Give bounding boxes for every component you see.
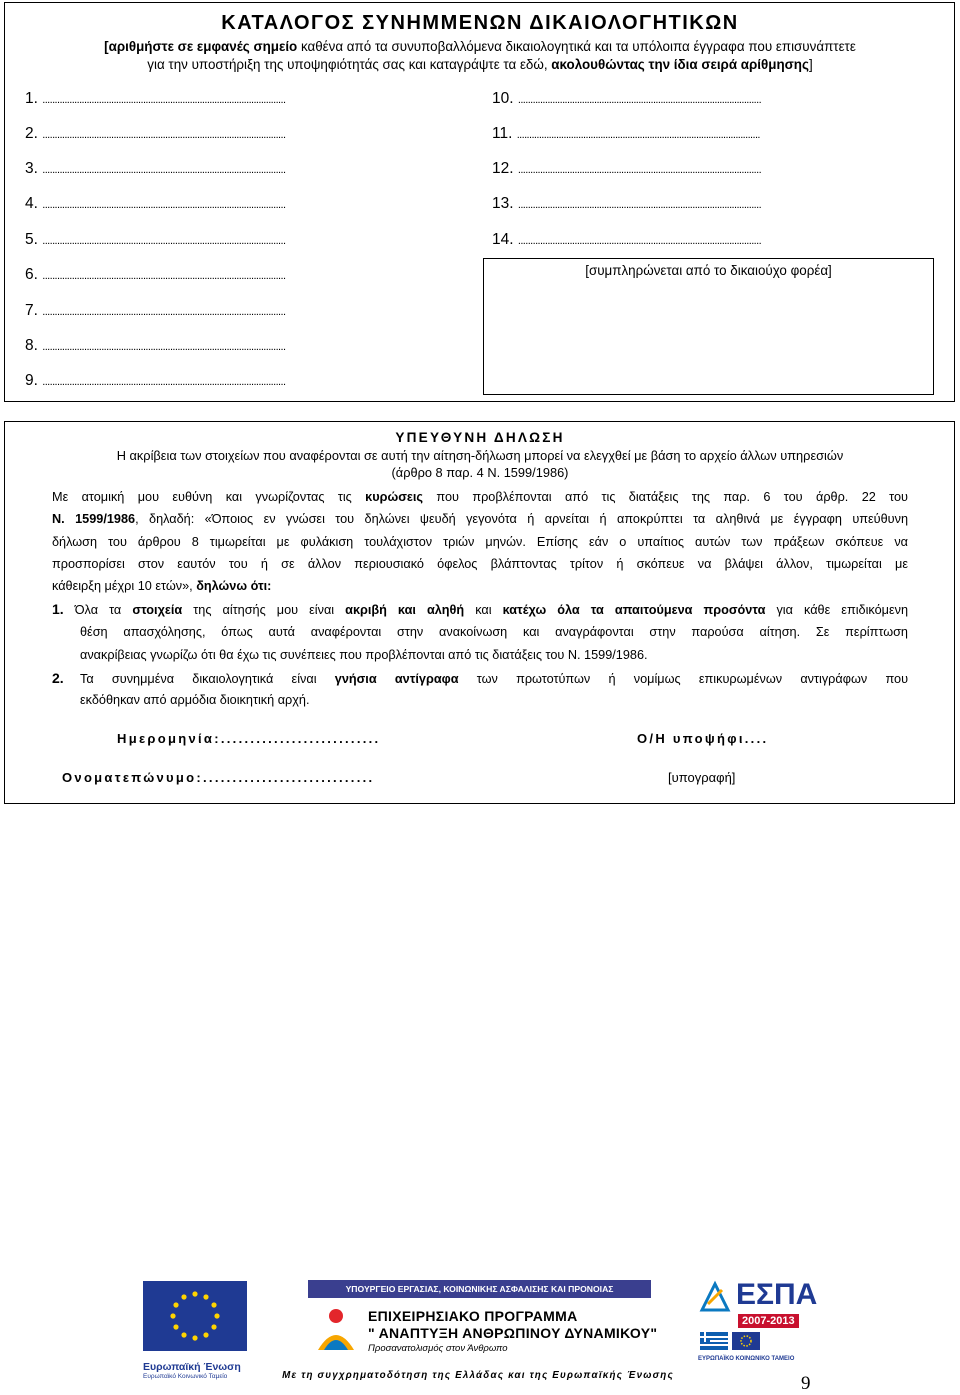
point2-line2: εκδόθηκαν από αρμόδια διοικητική αρχή. bbox=[80, 693, 310, 707]
program-emblem-icon bbox=[310, 1306, 362, 1354]
text: Τα συνημμένα δικαιολογητικά είναι bbox=[80, 672, 335, 686]
text: των πρωτοτύπων ή νομίμως επικυρωμένων αντιγράφων που bbox=[458, 672, 909, 686]
declaration-title: ΥΠΕΥΘΥΝΗ ΔΗΛΩΣΗ bbox=[395, 430, 565, 445]
page-number: 9 bbox=[801, 1373, 811, 1394]
attachment-line[interactable] bbox=[25, 372, 285, 390]
intro-line3: δήλωση του άρθρου 8 τιμωρείται με φυλάκιση τουλάχιστον τριών μηνών. Επίσης εάν ο υπαίτιος αυτών των πράξεων σκόπευε να bbox=[52, 535, 908, 549]
fill-dots: ................................................................................................... bbox=[42, 306, 286, 318]
issuer-box[interactable] bbox=[483, 258, 934, 395]
eu-flag-icon bbox=[143, 1281, 247, 1351]
program-motto: Προσανατολισμός στον Άνθρωπο bbox=[368, 1343, 508, 1354]
item-number: 5. bbox=[25, 231, 38, 248]
eu-small-flag-icon bbox=[732, 1332, 760, 1350]
fill-dots: ................................................................................................... bbox=[42, 199, 286, 211]
item-number: 7. bbox=[25, 302, 38, 319]
bold-text: κυρώσεις bbox=[365, 490, 424, 504]
attachment-line[interactable] bbox=[25, 231, 285, 249]
item-number: 2. bbox=[25, 125, 38, 142]
item-number: 8. bbox=[25, 337, 38, 354]
accuracy-note-line2: (άρθρο 8 παρ. 4 Ν. 1599/1986) bbox=[391, 465, 569, 480]
cofinance-note: Με τη συγχρηματοδότηση της Ελλάδας και της Ευρωπαϊκής Ένωσης bbox=[282, 1370, 674, 1381]
fill-dots: ................................................................................................... bbox=[42, 235, 286, 247]
bold-text: Ν. 1599/1986 bbox=[52, 512, 136, 526]
item-number: 12. bbox=[492, 160, 514, 177]
attachment-line[interactable] bbox=[25, 302, 285, 320]
attachments-title: ΚΑΤΑΛΟΓΟΣ ΣΥΝΗΜΜΕΝΩΝ ΔΙΚΑΙΟΛΟΓΗΤΙΚΩΝ bbox=[221, 12, 739, 34]
fill-dots: ................................................................................................... bbox=[517, 199, 762, 211]
fill-dots: ................................................................................................... bbox=[42, 270, 286, 282]
text: , δηλαδή: «Όποιος εν γνώσει του δηλώνει ψευδή γεγονότα ή αρνείται ή αποκρύπτει τα αληθινά με έγγραφη υπεύθυνη bbox=[135, 512, 909, 526]
espa-years: 2007-2013 bbox=[738, 1314, 799, 1328]
attachment-line[interactable] bbox=[25, 90, 285, 108]
item-number: 11. bbox=[492, 125, 513, 142]
ministry-program-logo bbox=[282, 1280, 674, 1386]
text: και bbox=[464, 603, 503, 617]
bold-text: κατέχω όλα τα απαιτούμενα προσόντα bbox=[502, 603, 766, 617]
fill-dots: ................................................................................................... bbox=[42, 341, 286, 353]
point2-line1 bbox=[52, 670, 908, 686]
accuracy-note-line1: Η ακρίβεια των στοιχείων που αναφέρονται σε αυτή την αίτηση-δήλωση μπορεί να ελεγχθεί με βάση το αρχείο άλλων υπηρεσιών bbox=[116, 448, 844, 463]
attachments-instructions-line2 bbox=[20, 56, 940, 74]
intro-line2 bbox=[52, 512, 908, 526]
fullname-field[interactable]: Ονοματεπώνυμο:............................. bbox=[62, 770, 375, 785]
bold-text: δηλώνω ότι: bbox=[196, 579, 272, 593]
bold-text: στοιχεία bbox=[132, 603, 183, 617]
point-number: 1. bbox=[52, 601, 64, 617]
bold-text: ακριβή και αληθή bbox=[345, 603, 465, 617]
item-number: 14. bbox=[492, 231, 514, 248]
espa-logo bbox=[698, 1278, 818, 1377]
attachment-line[interactable] bbox=[25, 125, 285, 143]
intro-line4: προσπορίσει στον εαυτόν του ή σε άλλον περιουσιακό όφελος βλάπτοντας τρίτον ή σκόπευε να βλάψει άλλον, τιμωρείται με bbox=[52, 557, 908, 571]
attachment-line[interactable] bbox=[25, 337, 285, 355]
text: κάθειρξη μέχρι 10 ετών», bbox=[52, 579, 197, 593]
text: της αίτησής μου είναι bbox=[182, 603, 346, 617]
fill-dots: ................................................................................................... bbox=[42, 94, 286, 106]
fill-dots: ................................................................................................... bbox=[42, 129, 286, 141]
point1-line1 bbox=[52, 601, 908, 617]
candidate-label: Ο/Η υποψήφι.... bbox=[637, 731, 769, 746]
instruction-bold: [αριθμήστε σε εμφανές σημείο bbox=[104, 39, 298, 54]
item-number: 4. bbox=[25, 195, 38, 212]
item-number: 10. bbox=[492, 90, 514, 107]
intro-line1 bbox=[52, 490, 908, 504]
text: για κάθε επιδικόμενη bbox=[765, 603, 909, 617]
text: Με ατομική μου ευθύνη και γνωρίζοντας τις bbox=[52, 490, 366, 504]
attachment-line[interactable] bbox=[492, 125, 760, 143]
text: Όλα τα bbox=[63, 603, 133, 617]
fill-dots: ................................................................................................... bbox=[517, 235, 762, 247]
fill-dots: ................................................................................................... bbox=[42, 164, 286, 176]
fill-dots: ................................................................................................... bbox=[42, 376, 286, 388]
instruction-text: για την υποστήριξη της υποψηφιότητάς σας και καταγράψτε τα εδώ, bbox=[147, 57, 552, 72]
attachment-line[interactable] bbox=[25, 195, 285, 213]
instruction-bold: ακολουθώντας την ίδια σειρά αρίθμησης bbox=[551, 57, 809, 72]
item-number: 13. bbox=[492, 195, 514, 212]
program-subtitle: " ΑΝΑΠΤΥΞΗ ΑΝΘΡΩΠΙΝΟΥ ΔΥΝΑΜΙΚΟΥ" bbox=[368, 1325, 658, 1341]
attachment-line[interactable] bbox=[25, 160, 285, 178]
greek-flag-icon bbox=[700, 1332, 728, 1350]
eu-logo bbox=[143, 1281, 247, 1380]
intro-line5 bbox=[52, 579, 908, 593]
program-title: ΕΠΙΧΕΙΡΗΣΙΑΚΟ ΠΡΟΓΡΑΜΜΑ bbox=[368, 1308, 578, 1324]
bold-text: γνήσια αντίγραφα bbox=[334, 672, 459, 686]
attachment-line[interactable] bbox=[492, 90, 761, 108]
attachment-line[interactable] bbox=[492, 231, 761, 249]
fill-dots: ................................................................................................... bbox=[517, 164, 762, 176]
espa-title: ΕΣΠΑ bbox=[736, 1278, 818, 1311]
issuer-note: [συμπληρώνεται από το δικαιούχο φορέα] bbox=[585, 263, 832, 278]
eu-subcaption: Ευρωπαϊκό Κοινωνικό Ταμείο bbox=[143, 1373, 228, 1380]
attachments-instructions-line1 bbox=[20, 38, 940, 56]
text: που προβλέπονται από τις διατάξεις της παρ. 6 του άρθρ. 22 του bbox=[423, 490, 908, 504]
fill-dots: ................................................................................................... bbox=[516, 129, 760, 141]
item-number: 6. bbox=[25, 266, 38, 283]
fill-dots: ................................................................................................... bbox=[517, 94, 762, 106]
point-number: 2. bbox=[52, 670, 64, 686]
attachment-line[interactable] bbox=[492, 195, 761, 213]
eu-caption: Ευρωπαϊκή Ένωση bbox=[143, 1361, 241, 1373]
espa-caption: ΕΥΡΩΠΑΪΚΟ ΚΟΙΝΩΝΙΚΟ ΤΑΜΕΙΟ bbox=[698, 1356, 795, 1362]
date-field[interactable]: Ημερομηνία:........................... bbox=[117, 731, 381, 746]
point1-line3: ανακρίβειας γνωρίζω ότι θα έχω τις συνέπειες που προβλέπονται από τις διατάξεις του Ν. 1599/1986. bbox=[80, 648, 648, 662]
ministry-banner: ΥΠΟΥΡΓΕΙΟ ΕΡΓΑΣΙΑΣ, ΚΟΙΝΩΝΙΚΗΣ ΑΣΦΑΛΙΣΗΣ ΚΑΙ ΠΡΟΝΟΙΑΣ bbox=[308, 1280, 651, 1298]
attachment-line[interactable] bbox=[492, 160, 761, 178]
point1-line2: θέση απασχόλησης, όπως αυτά αναφέρονται στην ανακοίνωση και αναγράφονται στην παρούσα αίτηση. Σε περίπτωση bbox=[80, 625, 908, 639]
instruction-text: καθένα από τα συνυποβαλλόμενα δικαιολογητικά και τα υπόλοιπα έγγραφα που επισυνάπτετε bbox=[297, 39, 856, 54]
item-number: 3. bbox=[25, 160, 38, 177]
item-number: 9. bbox=[25, 372, 38, 389]
attachment-line[interactable] bbox=[25, 266, 285, 284]
item-number: 1. bbox=[25, 90, 38, 107]
espa-emblem-icon bbox=[698, 1280, 732, 1314]
instruction-text: ] bbox=[808, 57, 813, 72]
signature-field[interactable]: [υπογραφή] bbox=[668, 770, 736, 785]
